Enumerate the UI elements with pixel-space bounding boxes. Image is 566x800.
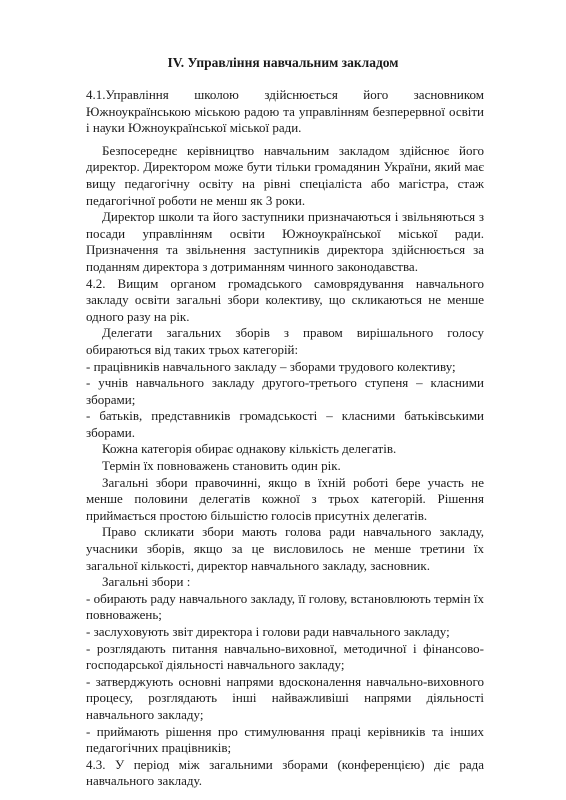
paragraph-deputies: Директор школи та його заступники призначаються і звільняються з посади управлінням освіти Южноукраїнської міської ради. Призначення та звільнення заступників директора здійснюється за поданням директора з дотриманням чинного законодавства.	[86, 209, 484, 274]
paragraph-convene: Право скликати збори мають голова ради навчального закладу, учасники зборів, якщо за це висловилось не менше третини їх загальної кількості, директор навчального закладу, засновник.	[86, 524, 484, 573]
list-item: - учнів навчального закладу другого-третього ступеня – класними зборами;	[86, 375, 484, 407]
list-item: - приймають рішення про стимулювання праці керівників та інших педагогічних працівників;	[86, 723, 484, 756]
paragraph-general-meeting: Загальні збори :	[102, 574, 191, 590]
list-item: - розглядають питання навчально-виховної, методичної і фінансово-господарської діяльності навчального закладу;	[86, 640, 484, 673]
list-item: - заслуховують звіт директора і голови ради навчального закладу;	[86, 624, 450, 639]
paragraph-quorum: Загальні збори правочинні, якщо в їхній роботі бере участь не менше половини делегатів кожної з трьох категорій. Рішення приймається простою більшістю голосів присутніх делегатів.	[86, 474, 484, 523]
list-item: - обирають раду навчального закладу, її голову, встановлюють термін їх повноважень;	[86, 590, 484, 623]
paragraph-delegates: Делегати загальних зборів з правом вирішального голосу обираються від таких трьох категорій:	[86, 325, 484, 357]
paragraph-4-1: 4.1.Управління школою здійснюється його засновником Южноукраїнською міською радою та управлінням безперервної освіти і науки Южноукраїнської міської ради.	[86, 87, 484, 136]
list-item: - батьків, представників громадськості – класними батьківськими зборами.	[86, 408, 484, 440]
document-body	[86, 87, 484, 790]
paragraph-director: Безпосереднє керівництво навчальним закладом здійснює його директор. Директором може бути тільки громадянин України, який має вищу педагогічну освіту на рівні спеціаліста або магістра, стаж педагогічної роботи не менш як 3 роки.	[86, 142, 484, 208]
paragraph-term: Термін їх повноважень становить один рік.	[102, 458, 341, 474]
list-item: - затверджують основні напрями вдосконалення навчально-виховного процесу, розглядають інші найважливіші напрями діяльності навчального закладу;	[86, 673, 484, 722]
paragraph-4-2: 4.2. Вищим органом громадського самоврядування навчального закладу освіти загальні збори колективу, що скликаються не менше одного разу на рік.	[86, 275, 484, 324]
paragraph-4-3: 4.3. У період між загальними зборами (конференцією) діє рада навчального закладу.	[86, 756, 484, 789]
paragraph-categories: Кожна категорія обирає однакову кількість делегатів.	[102, 441, 397, 457]
section-title: IV. Управління навчальним закладом	[167, 55, 399, 70]
list-item: - працівників навчального закладу – зборами трудового колективу;	[86, 358, 456, 374]
